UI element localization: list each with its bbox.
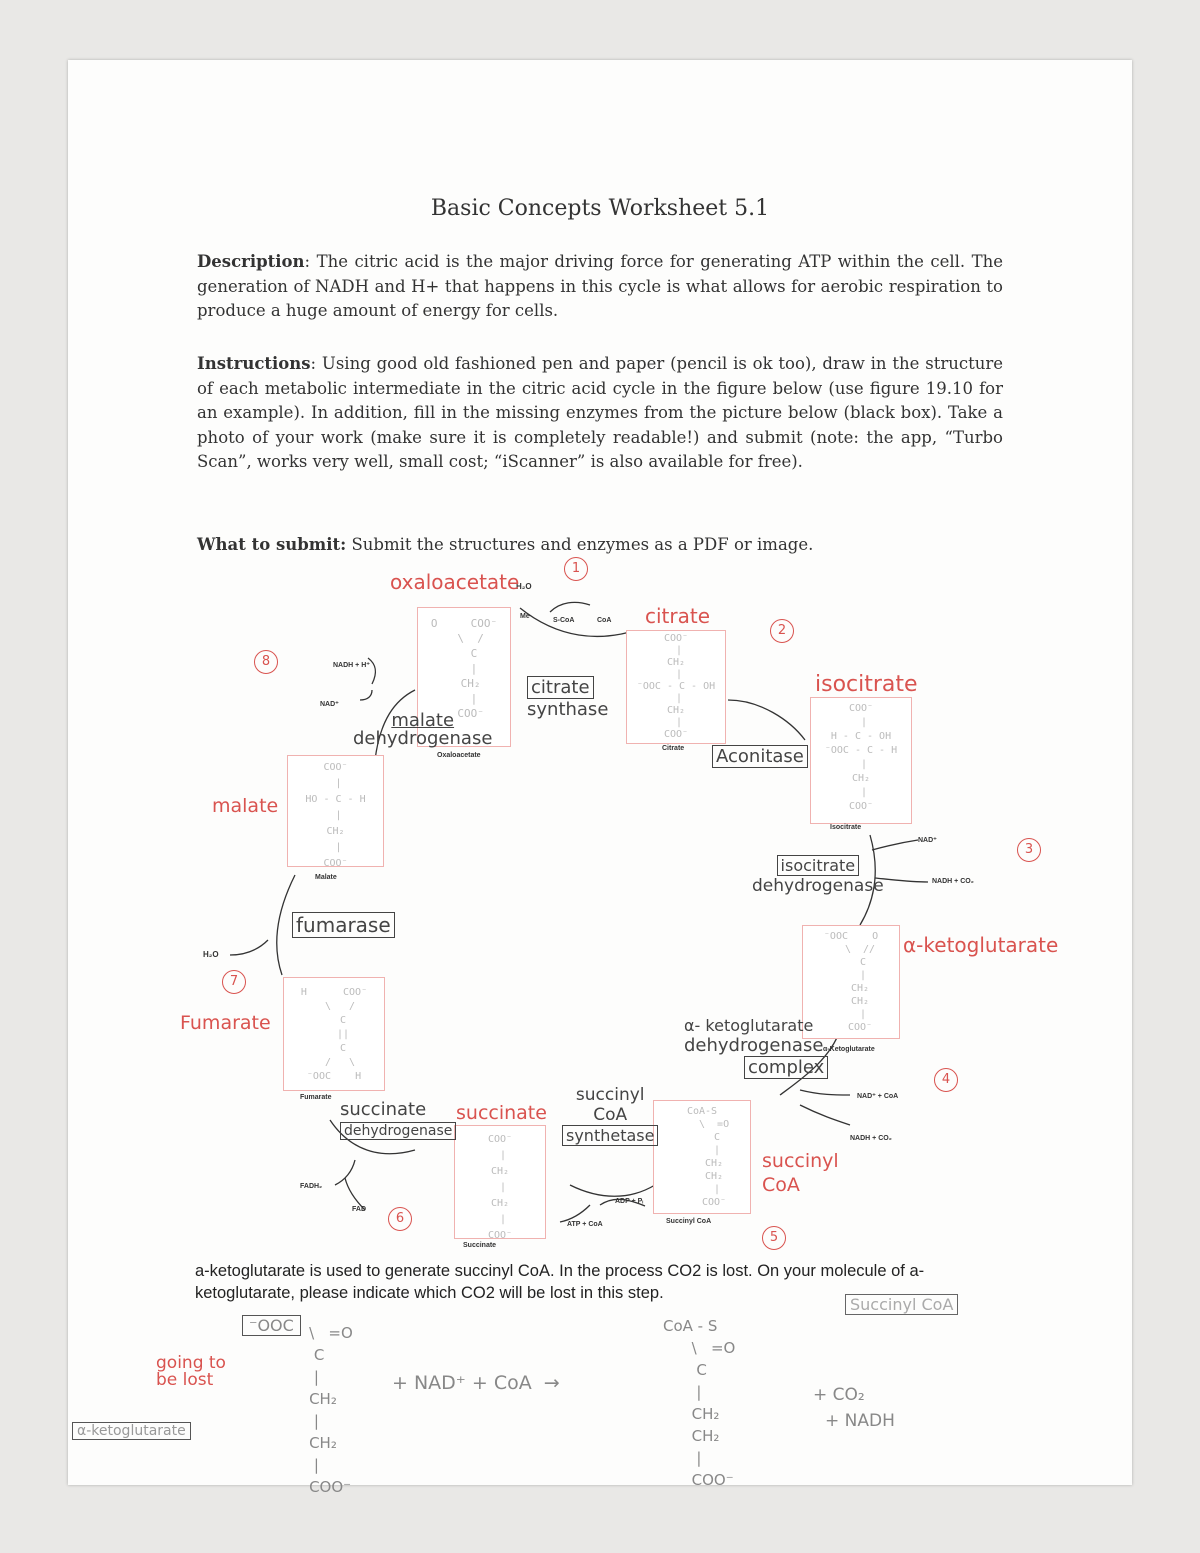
enzyme-citrate-synthase-line1: citrate xyxy=(527,676,594,699)
step-number-6: 6 xyxy=(388,1207,412,1231)
submit-text: Submit the structures and enzymes as a PDF or image. xyxy=(346,535,814,554)
succinyl-coa-box xyxy=(653,1100,751,1214)
fumarate-structure: H COO⁻ \ / C || C / \ ⁻OOC H xyxy=(300,987,368,1082)
answer-product-nadh: + NADH xyxy=(825,1411,895,1431)
label-succinyl-coa-line2: CoA xyxy=(762,1174,800,1196)
printed-fumarate: Fumarate xyxy=(300,1094,332,1101)
printed-oxaloacetate: Oxaloacetate xyxy=(437,752,481,759)
enzyme-isocitrate-dehydrogenase xyxy=(752,855,884,896)
printed-citrate: Citrate xyxy=(662,745,685,752)
enzyme-akg-dh-line2: dehydrogenase xyxy=(684,1035,824,1056)
cofactor-nadh-co2-step4: NADH + CO₂ xyxy=(850,1135,892,1142)
enzyme-sdh-line2: dehydrogenase xyxy=(340,1122,456,1140)
step-number-8: 8 xyxy=(254,650,278,674)
cofactor-nadh-co2-step3: NADH + CO₂ xyxy=(932,878,974,885)
answer-left-structure: \ =O C | CH₂ | CH₂ | COO⁻ xyxy=(309,1324,353,1496)
submit-label: What to submit: xyxy=(197,535,347,554)
printed-a-ketoglutarate: α-Ketoglutarate xyxy=(823,1046,875,1053)
cofactor-atp-coa: ATP + CoA xyxy=(567,1221,603,1228)
cofactor-nad-step8: NAD⁺ xyxy=(320,701,339,708)
arrow-step-5 xyxy=(570,1185,655,1196)
answer-reactants: + NAD⁺ + CoA → xyxy=(392,1372,560,1394)
enzyme-sdh-line1: succinate xyxy=(340,1099,427,1120)
enzyme-citrate-synthase xyxy=(527,676,608,720)
cofactor-nadh-h: NADH + H⁺ xyxy=(333,662,370,669)
printed-isocitrate: Isocitrate xyxy=(830,824,862,831)
left-molecule-label: α-ketoglutarate xyxy=(72,1422,191,1440)
step-number-4: 4 xyxy=(934,1068,958,1092)
printed-malate: Malate xyxy=(315,874,337,881)
enzyme-akg-dh-line1: α- ketoglutarate xyxy=(684,1016,814,1035)
cofactor-me: Me xyxy=(520,613,530,620)
malate-structure: COO⁻ | HO - C - H | CH₂ | COO⁻ xyxy=(305,762,366,869)
question-text: a-ketoglutarate is used to generate succinyl CoA. In the process CO2 is lost. On your molecule of a-ketoglutarate, please indicate which CO2 will be lost in this step. xyxy=(195,1262,925,1302)
right-molecule-label: Succinyl CoA xyxy=(845,1294,958,1315)
enzyme-isocitrate-dh-line1: isocitrate xyxy=(777,855,860,876)
cofactor-nad-step3: NAD⁺ xyxy=(918,837,937,844)
isocitrate-box xyxy=(810,697,912,824)
enzyme-malate-dehydrogenase xyxy=(353,712,492,748)
description-label: Description xyxy=(197,252,305,271)
note-line2: be lost xyxy=(156,1370,214,1390)
printed-succinyl-coa: Succinyl CoA xyxy=(666,1218,712,1225)
note-line1: going to xyxy=(156,1353,226,1373)
going-to-be-lost-note xyxy=(156,1355,226,1389)
answer-right-structure: CoA - S \ =O C | CH₂ CH₂ | COO⁻ xyxy=(663,1317,736,1489)
citrate-box xyxy=(626,630,726,744)
isocitrate-structure: COO⁻ | H - C - OH ⁻OOC - C - H | CH₂ | COO⁻ xyxy=(824,703,898,812)
step-number-1: 1 xyxy=(564,557,588,581)
enzyme-a-ketoglutarate-dh-complex xyxy=(684,1016,828,1079)
label-oxaloacetate: oxaloacetate xyxy=(390,570,520,594)
cofactor-coa: CoA xyxy=(597,617,612,624)
printed-succinate: Succinate xyxy=(463,1242,497,1249)
cofactor-s-coa: S-CoA xyxy=(553,617,575,624)
instructions-text: : Using good old fashioned pen and paper (pencil is ok too), draw in the structure of each metabolic intermediate in the citric acid cycle in the figure below (use figure 19.10 for an example). In addition, fill in the missing enzymes from the picture below (black box). Take a photo of your work (make sure it is completely readable!) and submit (note: the app, “Turbo Scan”, works very well, small cost; “iScanner” is also available for free). xyxy=(197,354,1003,471)
step-number-7: 7 xyxy=(222,970,246,994)
cofactor-fadh2: FADH₂ xyxy=(300,1183,323,1190)
step-number-2: 2 xyxy=(770,619,794,643)
enzyme-scs-line2: CoA xyxy=(593,1105,628,1125)
answer-product-co2: + CO₂ xyxy=(813,1385,865,1405)
cofactor-adp-pi: ADP + Pᵢ xyxy=(615,1198,644,1205)
arrow-step-1 xyxy=(520,608,630,636)
step-number-3: 3 xyxy=(1017,838,1041,862)
cofactor-fad: FAD xyxy=(352,1206,366,1213)
arrow-step-2 xyxy=(728,700,805,740)
label-succinyl-coa-line1: succinyl xyxy=(762,1150,839,1172)
cofactor-h2o-step7: H₂O xyxy=(203,950,219,959)
succinate-box xyxy=(454,1125,546,1239)
cofactor-nad-coa-step4: NAD⁺ + CoA xyxy=(857,1093,899,1100)
instructions-label: Instructions xyxy=(197,354,311,373)
label-succinate: succinate xyxy=(456,1102,547,1124)
cofactor-h2o-step1: H₂O xyxy=(516,582,532,591)
fumarate-box xyxy=(283,977,385,1091)
enzyme-scs-line3: synthetase xyxy=(562,1125,658,1146)
label-malate: malate xyxy=(212,795,279,817)
label-isocitrate: isocitrate xyxy=(815,672,918,697)
enzyme-isocitrate-dh-line2: dehydrogenase xyxy=(752,876,884,896)
enzyme-succinyl-coa-synthetase xyxy=(562,1085,658,1146)
enzyme-succinate-dehydrogenase xyxy=(340,1100,456,1140)
oxaloacetate-structure: O COO⁻ \ / C | CH₂ | COO⁻ xyxy=(430,617,498,720)
enzyme-citrate-synthase-line2: synthase xyxy=(527,699,609,720)
enzyme-fumarase: fumarase xyxy=(292,912,395,938)
description-text: : The citric acid is the major driving force for generating ATP within the cell. The generation of NADH and H+ that happens in this cycle is what allows for aerobic respiration to produce a huge amount of energy for cells. xyxy=(197,252,1003,320)
a-ketoglutarate-structure: ⁻OOC O \ // C | CH₂ CH₂ | COO⁻ xyxy=(823,931,879,1033)
citrate-structure: COO⁻ | CH₂ | ⁻OOC - C - OH | CH₂ | COO⁻ xyxy=(636,633,716,740)
label-succinyl-coa xyxy=(762,1149,839,1197)
enzyme-scs-line1: succinyl xyxy=(575,1085,645,1105)
step-number-5: 5 xyxy=(762,1226,786,1250)
page-title: Basic Concepts Worksheet 5.1 xyxy=(430,196,770,221)
succinate-structure: COO⁻ | CH₂ | CH₂ | COO⁻ xyxy=(487,1134,513,1241)
succinyl-coa-structure: CoA-S \ =O C | CH₂ CH₂ | COO⁻ xyxy=(686,1106,730,1208)
label-a-ketoglutarate: α-ketoglutarate xyxy=(903,933,1059,957)
enzyme-mdh-line1: malate xyxy=(391,710,455,731)
enzyme-aconitase: Aconitase xyxy=(712,745,808,768)
label-fumarate: Fumarate xyxy=(180,1012,271,1034)
boxed-lost-carboxyl: ⁻OOC xyxy=(242,1315,301,1336)
enzyme-mdh-line2: dehydrogenase xyxy=(353,728,493,749)
enzyme-akg-dh-line3: complex xyxy=(744,1056,828,1079)
malate-box xyxy=(287,755,384,867)
label-citrate: citrate xyxy=(645,604,711,628)
